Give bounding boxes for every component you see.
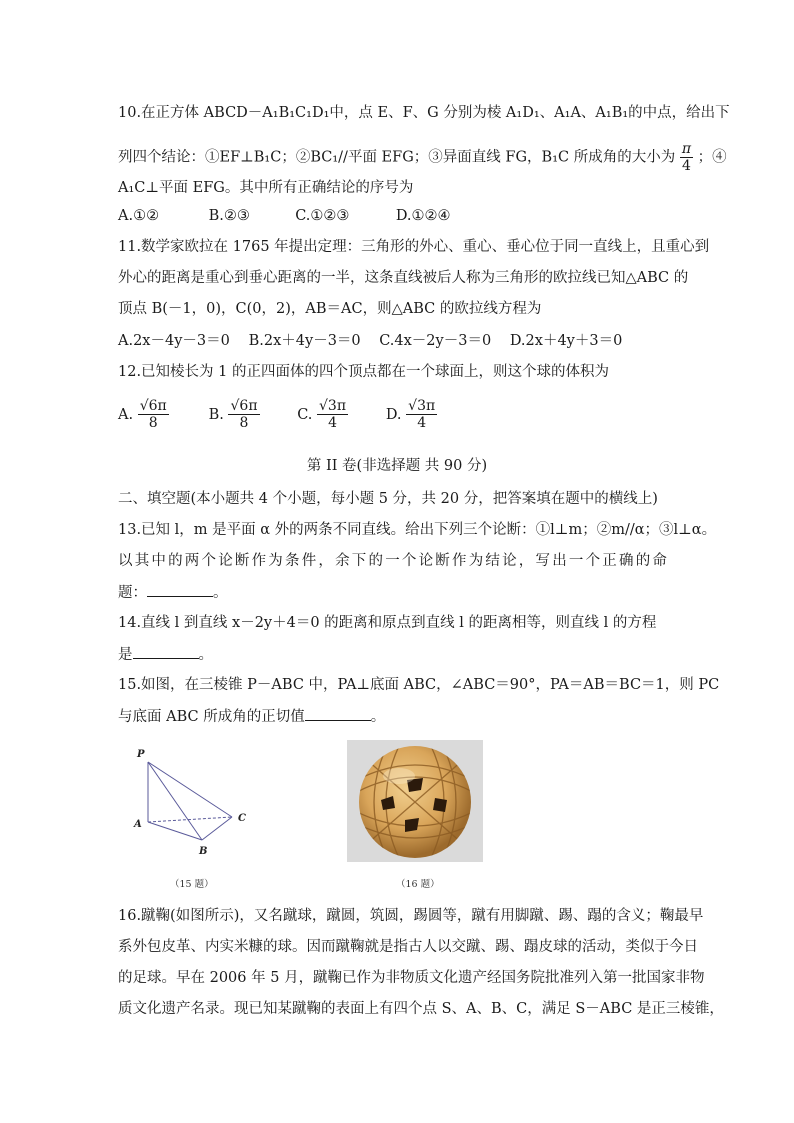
q10-line-2-text: 列四个结论：①EF⊥B₁C；②BC₁//平面 EFG；③异面直线 FG，B₁C 所成角的大小为 <box>118 149 676 166</box>
q14-line-1: 14.直线 l 到直线 x－2y＋4＝0 的距离和原点到直线 l 的距离相等，则直线 l 的方程 <box>118 615 657 631</box>
q10-fraction-pi-over-4 <box>680 141 693 174</box>
section-2-title: 二、填空题(本小题共 4 个小题，每小题 5 分，共 20 分，把答案填在题中的横线上) <box>118 491 658 507</box>
q15-line-2-text: 与底面 ABC 所成角的正切值 <box>118 709 305 725</box>
q16-line-3: 的足球。早在 2006 年 5 月，蹴鞠已作为非物质文化遗产经国务院批准列入第一批国家非物 <box>118 970 705 986</box>
q12-option-a-num: √6π <box>139 398 167 414</box>
q12-option-a-den: 8 <box>148 415 158 431</box>
q13-line-1: 13.已知 l，m 是平面 α 外的两条不同直线。给出下列三个论断：①l⊥m；②m//α；③l⊥α。 <box>118 522 717 538</box>
q12-option-c-num: √3π <box>319 398 347 414</box>
q12-option-b-den: 8 <box>239 415 249 431</box>
q13-answer-blank[interactable] <box>147 582 213 597</box>
q10-line-2-tail: ；④ <box>697 149 727 166</box>
q12-option-d-num: √3π <box>408 398 436 414</box>
q12-options <box>118 398 437 431</box>
q10-line-3: A₁C⊥平面 EFG。其中所有正确结论的序号为 <box>118 180 414 196</box>
q12-option-a <box>118 398 204 431</box>
label-c: C <box>238 813 246 824</box>
edge-ac-hidden <box>148 817 232 822</box>
q12-option-d <box>386 398 437 431</box>
q14-line-2-tail: 。 <box>198 647 213 663</box>
woven-ball-image <box>347 740 483 862</box>
q10-option-d: D.①②④ <box>395 208 451 224</box>
q10-frac-num: π <box>681 141 692 157</box>
q13-line-3-text: 题： <box>118 585 147 601</box>
q13-line-3-tail: 。 <box>213 585 228 601</box>
q12-option-b-fraction <box>228 398 259 431</box>
q13-line-3 <box>118 582 228 603</box>
edge-pb <box>148 762 202 840</box>
part-2-title: 第 II 卷(非选择题 共 90 分) <box>306 458 488 474</box>
label-p: P <box>137 749 145 760</box>
edge-bc <box>202 817 232 840</box>
q11-option-a: A.2x－4y－3＝0 <box>118 333 230 349</box>
q12-option-d-den: 4 <box>417 415 427 431</box>
label-a: A <box>134 819 142 830</box>
q11-options <box>118 331 622 351</box>
q15-line-2 <box>118 706 385 727</box>
q11-option-b: B.2x＋4y－3＝0 <box>248 333 361 349</box>
edge-pc <box>148 762 232 817</box>
q10-option-b: B.②③ <box>208 208 250 224</box>
q16-line-1: 16.蹴鞠(如图所示)，又名蹴球，蹴圆，筑圆，踢圆等，蹴有用脚蹴、踢、蹋的含义；鞠最早 <box>118 908 704 924</box>
q11-line-2: 外心的距离是重心到垂心距离的一半，这条直线被后人称为三角形的欧拉线已知△ABC 的 <box>118 270 689 286</box>
q11-option-c: C.4x－2y－3＝0 <box>379 333 492 349</box>
q15-answer-blank[interactable] <box>305 706 371 721</box>
figure-16-photo <box>347 740 483 862</box>
q16-line-4: 质文化遗产名录。现已知某蹴鞠的表面上有四个点 S、A、B、C，满足 S－ABC 是正三棱锥， <box>118 1001 724 1017</box>
label-b: B <box>199 846 208 857</box>
q10-frac-den: 4 <box>681 158 691 174</box>
q12-option-d-fraction <box>406 398 437 431</box>
figure-15-tetrahedron <box>128 740 258 862</box>
q12-option-b-label: B. <box>208 406 224 423</box>
q15-line-2-tail: 。 <box>370 709 386 725</box>
q12-option-b-num: √6π <box>230 398 258 414</box>
q12-option-b <box>209 398 293 431</box>
q10-line-2 <box>118 141 727 174</box>
q12-option-d-label: D. <box>385 406 402 423</box>
q10-option-c: C.①②③ <box>295 208 350 224</box>
q11-option-d: D.2x＋4y＋3＝0 <box>509 333 623 349</box>
q13-line-2: 以其中的两个论断作为条件，余下的一个论断作为结论，写出一个正确的命 <box>118 553 670 569</box>
q12-option-c-fraction <box>317 398 348 431</box>
figure-16-caption: （16 题） <box>396 879 440 890</box>
q14-line-2 <box>118 644 213 665</box>
q14-answer-blank[interactable] <box>133 644 199 659</box>
q14-line-2-text: 是 <box>118 647 133 663</box>
q10-line-1: 10.在正方体 ABCD－A₁B₁C₁D₁中，点 E、F、G 分别为棱 A₁D₁、A₁A、A₁B₁的中点，给出下 <box>118 105 730 121</box>
q12-option-c <box>297 398 381 431</box>
q10-options <box>118 206 451 226</box>
q10-option-a: A.①② <box>118 208 160 224</box>
q15-line-1: 15.如图，在三棱锥 P－ABC 中，PA⊥底面 ABC，∠ABC＝90°，PA＝AB＝BC＝1，则 PC <box>118 677 720 693</box>
q11-line-3: 顶点 B(－1，0)，C(0，2)，AB＝AC，则△ABC 的欧拉线方程为 <box>118 301 542 317</box>
q12-line-1: 12.已知棱长为 1 的正四面体的四个顶点都在一个球面上，则这个球的体积为 <box>118 364 610 380</box>
q12-option-c-label: C. <box>297 406 313 423</box>
q12-option-a-label: A. <box>118 406 134 423</box>
q16-line-2: 系外包皮革、内实米糠的球。因而蹴鞠就是指古人以交蹴、踢、蹋皮球的活动，类似于今日 <box>118 939 698 955</box>
figure-15-caption: （15 题） <box>170 879 214 890</box>
q12-option-c-den: 4 <box>328 415 337 431</box>
edge-ab <box>148 822 202 840</box>
q12-option-a-fraction <box>138 398 169 431</box>
q11-line-1: 11.数学家欧拉在 1765 年提出定理：三角形的外心、重心、垂心位于同一直线上，且重心到 <box>118 239 710 255</box>
